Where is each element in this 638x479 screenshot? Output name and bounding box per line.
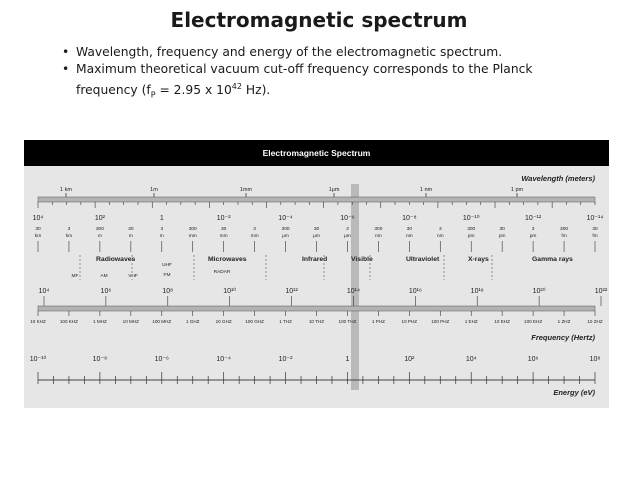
frequency-power-label: 10¹⁶: [408, 288, 422, 295]
wavelength-detail-value: 300: [188, 227, 197, 232]
frequency-power-label: 10²²: [594, 288, 608, 295]
wavelength-detail-value: 300: [374, 227, 383, 232]
wavelength-detail-unit: mm: [219, 234, 228, 239]
frequency-power-label: 10¹²: [285, 288, 298, 295]
wavelength-detail-value: 30: [499, 227, 505, 232]
bullet-subscript: P: [150, 90, 156, 100]
wavelength-axis-title: Wavelength (meters): [521, 174, 595, 183]
frequency-axis-title: Frequency (Hertz): [531, 333, 595, 342]
wavelength-power-label: 10⁻⁸: [402, 215, 417, 222]
energy-power-label: 10⁻⁸: [92, 356, 108, 363]
frequency-unit-label: 100 MHZ: [152, 319, 172, 324]
wavelength-detail-unit: m: [97, 234, 102, 239]
energy-power-label: 10⁸: [589, 356, 601, 363]
frequency-power-label: 10¹⁰: [223, 288, 237, 295]
bullet-superscript: 42: [231, 82, 242, 91]
wavelength-detail-value: 30: [592, 227, 598, 232]
frequency-power-label: 10¹⁴: [346, 288, 361, 295]
wavelength-detail-value: 3: [253, 227, 256, 232]
wavelength-detail-unit: fm: [561, 234, 567, 239]
wavelength-detail-unit: m: [128, 234, 133, 239]
bullet-text: frequency (f: [76, 83, 151, 98]
wavelength-power-label: 1: [159, 215, 164, 222]
wavelength-detail-value: 3: [67, 227, 71, 232]
wavelength-detail-value: 300: [560, 227, 569, 232]
wavelength-power-label: 10⁻¹⁴: [586, 215, 604, 222]
frequency-unit-label: 1 MHZ: [92, 319, 107, 324]
wavelength-detail-unit: nm: [436, 234, 444, 239]
bullet-item: [62, 44, 602, 61]
frequency-unit-label: 10 EHZ: [494, 319, 510, 324]
wavelength-power-label: 10²: [94, 215, 105, 222]
band-label: Visible: [351, 256, 373, 263]
wavelength-unit-label: 1 km: [60, 187, 72, 193]
wavelength-power-label: 10⁻⁶: [340, 215, 355, 222]
wavelength-detail-value: 3: [531, 227, 535, 232]
wavelength-power-label: 10⁻¹⁰: [462, 215, 480, 222]
sub-band-label: VHF: [128, 274, 138, 279]
wavelength-detail-value: 30: [220, 227, 227, 232]
energy-power-label: 10⁴: [465, 356, 477, 363]
frequency-unit-label: 10 PHZ: [401, 319, 418, 324]
band-label: Radiowaves: [96, 256, 136, 263]
energy-power-label: 1: [345, 356, 350, 363]
wavelength-unit-label: 1m: [150, 187, 158, 193]
wavelength-power-label: 10⁻²: [216, 215, 231, 222]
frequency-power-label: 10⁸: [162, 288, 174, 295]
frequency-unit-label: 100 KHZ: [59, 319, 79, 324]
energy-power-label: 10⁻⁴: [216, 356, 231, 363]
band-label: Infrared: [302, 256, 328, 263]
frequency-power-label: 10⁴: [38, 288, 50, 295]
wavelength-detail-value: 3: [438, 227, 442, 232]
frequency-unit-label: 100 THZ: [338, 319, 357, 324]
frequency-power-label: 10¹⁸: [470, 288, 484, 295]
bullet-text: Maximum theoretical vacuum cut-off frequency corresponds to the Planck: [76, 62, 533, 76]
frequency-unit-label: 1 GHZ: [185, 319, 200, 324]
band-label: Ultraviolet: [406, 256, 440, 263]
wavelength-detail-value: 3: [346, 227, 349, 232]
wavelength-detail-value: 30: [128, 227, 134, 232]
frequency-unit-label: 1 EHZ: [464, 319, 478, 324]
frequency-unit-label: 10 KHZ: [30, 319, 46, 324]
wavelength-power-label: 10⁻¹²: [525, 215, 542, 222]
bullet-text: Hz).: [241, 83, 271, 98]
frequency-unit-label: 1 PHZ: [371, 319, 385, 324]
sub-band-label: AM: [100, 274, 108, 279]
bullet-item: [62, 61, 602, 104]
frequency-power-label: 10⁶: [100, 288, 112, 295]
wavelength-detail-value: 300: [281, 227, 290, 232]
wavelength-detail-unit: pm: [467, 234, 475, 239]
wavelength-detail-unit: km: [34, 234, 42, 239]
figure-header: Electromagnetic Spectrum: [24, 140, 609, 166]
wavelength-detail-unit: nm: [405, 234, 413, 239]
energy-power-label: 10²: [404, 356, 415, 363]
wavelength-unit-label: 1mm: [239, 187, 253, 193]
sub-band-label: RADAR: [213, 270, 231, 275]
wavelength-detail-unit: fm: [592, 234, 598, 239]
energy-power-label: 10⁻⁶: [154, 356, 169, 363]
wavelength-detail-unit: pm: [529, 234, 537, 239]
frequency-unit-label: 1 ZHZ: [557, 319, 571, 324]
wavelength-detail-unit: mm: [188, 234, 197, 239]
wavelength-detail-unit: km: [65, 234, 73, 239]
sub-band-label: MF: [71, 274, 79, 279]
wavelength-detail-value: 30: [313, 227, 320, 232]
wavelength-power-label: 10⁻⁴: [278, 215, 293, 222]
wavelength-detail-value: 3: [160, 227, 164, 232]
band-label: Gamma rays: [532, 256, 573, 263]
frequency-axis-bar: [38, 306, 595, 311]
wavelength-detail-unit: pm: [498, 234, 506, 239]
bullet-text: = 2.95 x 10: [155, 83, 232, 98]
wavelength-detail-unit: m: [159, 234, 164, 239]
wavelength-axis-bar: [38, 197, 595, 202]
frequency-unit-label: 100 GHZ: [245, 319, 264, 324]
energy-power-label: 10⁶: [527, 356, 539, 363]
wavelength-detail-unit: μm: [282, 234, 289, 239]
energy-power-label: 10⁻²: [278, 356, 293, 363]
wavelength-detail-value: 300: [95, 227, 104, 232]
energy-axis-title: Energy (eV): [553, 388, 595, 397]
bullet-text: Wavelength, frequency and energy of the electromagnetic spectrum.: [76, 45, 503, 59]
wavelength-detail-value: 300: [467, 227, 476, 232]
wavelength-unit-label: 1 pm: [510, 187, 524, 193]
frequency-unit-label: 100 PHZ: [431, 319, 450, 324]
bullet-list: [62, 44, 602, 104]
wavelength-unit-label: 1 nm: [419, 187, 433, 193]
band-label: Microwaves: [208, 256, 247, 263]
frequency-unit-label: 100 EHZ: [524, 319, 543, 324]
band-label: X-rays: [468, 256, 489, 263]
wavelength-detail-unit: nm: [375, 234, 382, 239]
wavelength-detail-unit: μm: [313, 234, 320, 239]
spectrum-figure: [24, 140, 609, 408]
energy-power-label: 10⁻¹⁰: [29, 356, 47, 363]
wavelength-detail-unit: μm: [344, 234, 351, 239]
frequency-unit-label: 10 THZ: [308, 319, 325, 324]
frequency-power-label: 10²⁰: [532, 288, 546, 295]
frequency-unit-label: 10 ZHZ: [587, 319, 603, 324]
sub-band-label: UHF: [162, 263, 172, 268]
wavelength-detail-value: 30: [35, 227, 41, 232]
slide-title: Electromagnetic spectrum: [170, 8, 468, 32]
wavelength-detail-value: 30: [406, 227, 413, 232]
frequency-unit-label: 10 GHZ: [215, 319, 232, 324]
frequency-unit-label: 1 THZ: [279, 319, 292, 324]
wavelength-power-label: 10⁴: [32, 215, 44, 222]
wavelength-unit-label: 1μm: [328, 187, 340, 193]
wavelength-detail-unit: mm: [250, 234, 259, 239]
spectrum-diagram: [24, 140, 609, 408]
frequency-unit-label: 10 MHZ: [122, 319, 140, 324]
sub-band-label: FM: [163, 273, 171, 278]
